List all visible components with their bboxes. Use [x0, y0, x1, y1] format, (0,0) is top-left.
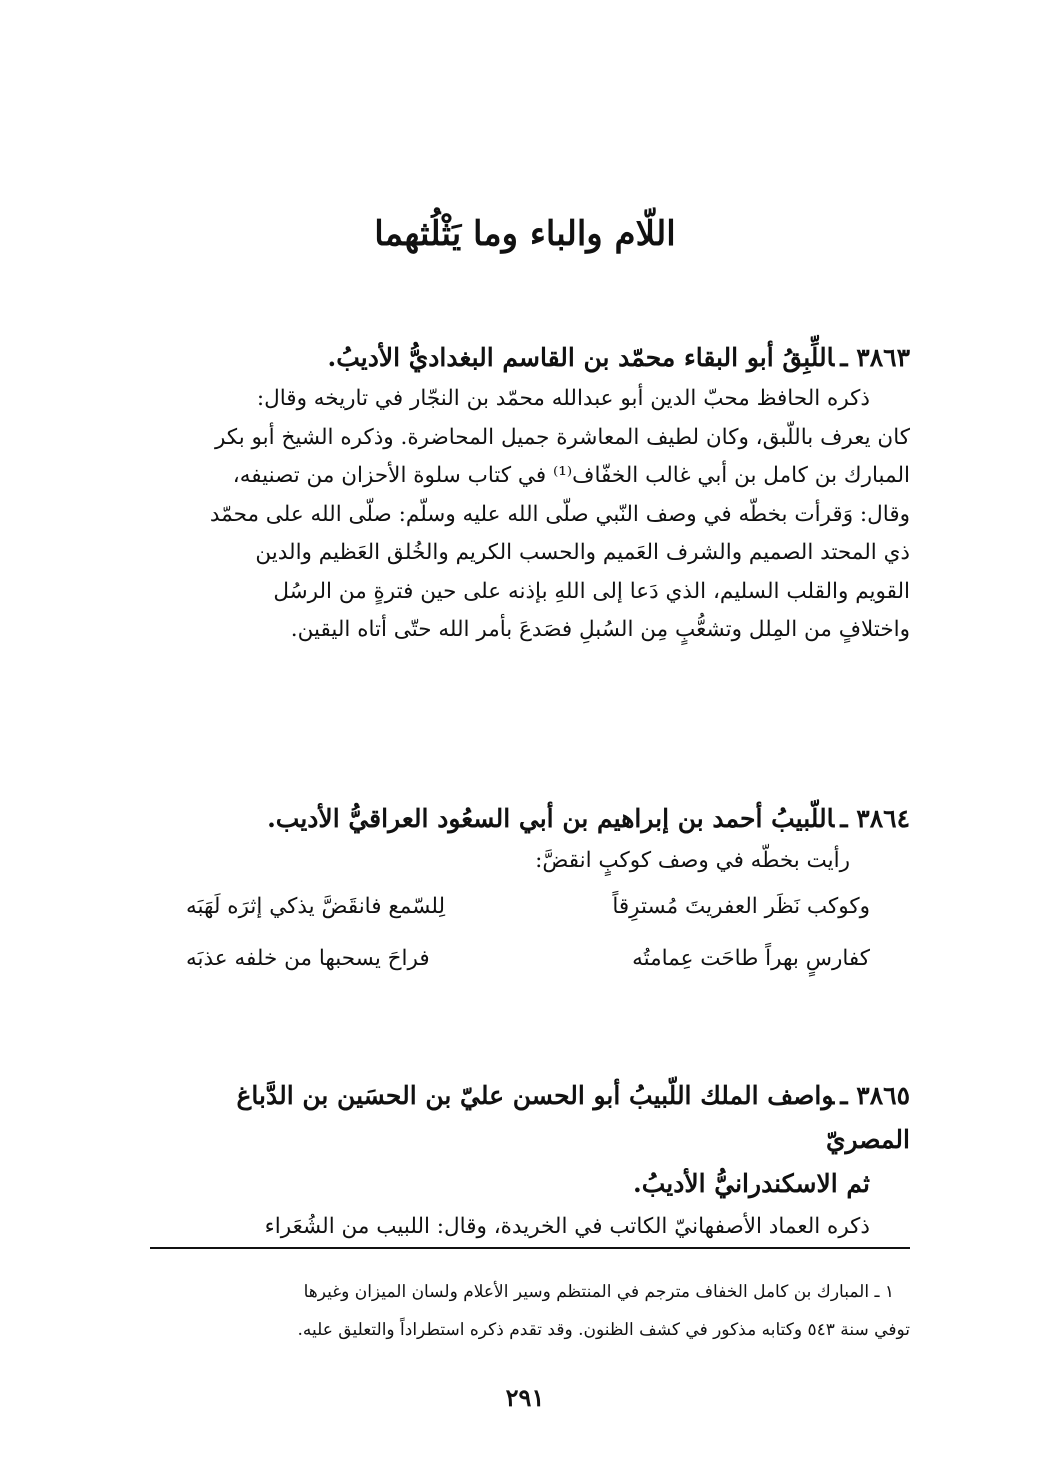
entry-heading: [150, 1074, 910, 1162]
verse-intro: رأيت بخطّه في وصف كوكبٍ انقضَّ:: [535, 848, 850, 873]
verse-second-hemistich: لِلسّمع فانقَضَّ يذكي إثرَه لَهَبَه: [186, 894, 446, 919]
entry-heading: [150, 797, 910, 841]
paragraph-line: المبارك بن كامل بن أبي غالب الخفّاف⁽¹⁾ في كتاب سلوة الأحزان من تصنيفه،: [232, 463, 910, 488]
verse-first-hemistich: وكوكب نَظَر العفريتَ مُسترِقاً: [612, 894, 870, 919]
footnote-line: توفي سنة ٥٤٣ وكتابه مذكور في كشف الظنون. وقد تقدم ذكره استطراداً والتعليق عليه.: [297, 1320, 910, 1340]
entry-3863: [150, 336, 910, 650]
footnote-separator: [150, 1247, 910, 1249]
footnote-line: ١ ـ المبارك بن كامل الخفاف مترجم في المنتظم وسير الأعلام ولسان الميزان وغيرها: [303, 1282, 894, 1302]
page-number: ٢٩١: [505, 1383, 545, 1412]
verse-line: [150, 933, 910, 985]
entry-3865: [150, 1074, 910, 1247]
entry-number: ٣٨٦٤ ـ: [840, 804, 910, 833]
entry-heading: [150, 336, 910, 380]
entry-title: واصف الملك اللّبيبُ أبو الحسن عليّ بن الحسَين بن الدَّباغ المصريّ: [236, 1081, 910, 1154]
paragraph-line: كان يعرف باللّبق، وكان لطيف المعاشرة جميل المحاضرة. وذكره الشيخ أبو بكر: [215, 424, 910, 450]
paragraph-line: وقال: وَقرأت بخطّه في وصف النّبي صلّى الله عليه وسلّم: صلّى الله على محمّد: [209, 501, 910, 527]
entry-title: اللِّبِقُ أبو البقاء محمّد بن القاسم البغداديُّ الأديبُ.: [327, 343, 835, 372]
paragraph-line: القويم والقلب السليم، الذي دَعا إلى اللهِ بإذنه على حين فترةٍ من الرسُل: [273, 578, 910, 604]
paragraph-line: واختلافٍ من المِلل وتشعُّبٍ مِن السُبلِ فصَدعَ بأمر الله حتّى أتاه اليقين.: [290, 617, 910, 642]
entry-title: اللّبيبُ أحمد بن إبراهيم بن أبي السعُود العراقيُّ الأديب.: [267, 804, 835, 833]
verse-first-hemistich: كفارسٍ بهراً طاحَت عِمامتُه: [632, 946, 870, 971]
paragraph-line: ذكره العماد الأصفهانيّ الكاتب في الخريدة، وقال: اللبيب من الشُعَراء: [264, 1214, 870, 1239]
verse-second-hemistich: فراحَ يسحبها من خلفه عذبَه: [186, 946, 430, 971]
entry-heading-continuation: ثم الاسكندرانيُّ الأديبُ.: [633, 1169, 870, 1198]
paragraph-line: ذكره الحافظ محبّ الدين أبو عبدالله محمّد بن النجّار في تاريخه وقال:: [256, 386, 870, 411]
entry-number: ٣٨٦٣ ـ: [840, 343, 910, 372]
entry-number: ٣٨٦٥ ـ: [840, 1081, 910, 1110]
entry-3864: [150, 797, 910, 985]
paragraph-line: ذي المحتد الصميم والشرف العَميم والحسب الكريم والخُلق العَظيم والدين: [255, 540, 910, 565]
chapter-title: اللّام والباء وما يَثْلُثهما: [374, 214, 676, 254]
footnotes: [150, 1273, 910, 1349]
verse-line: [150, 881, 910, 933]
